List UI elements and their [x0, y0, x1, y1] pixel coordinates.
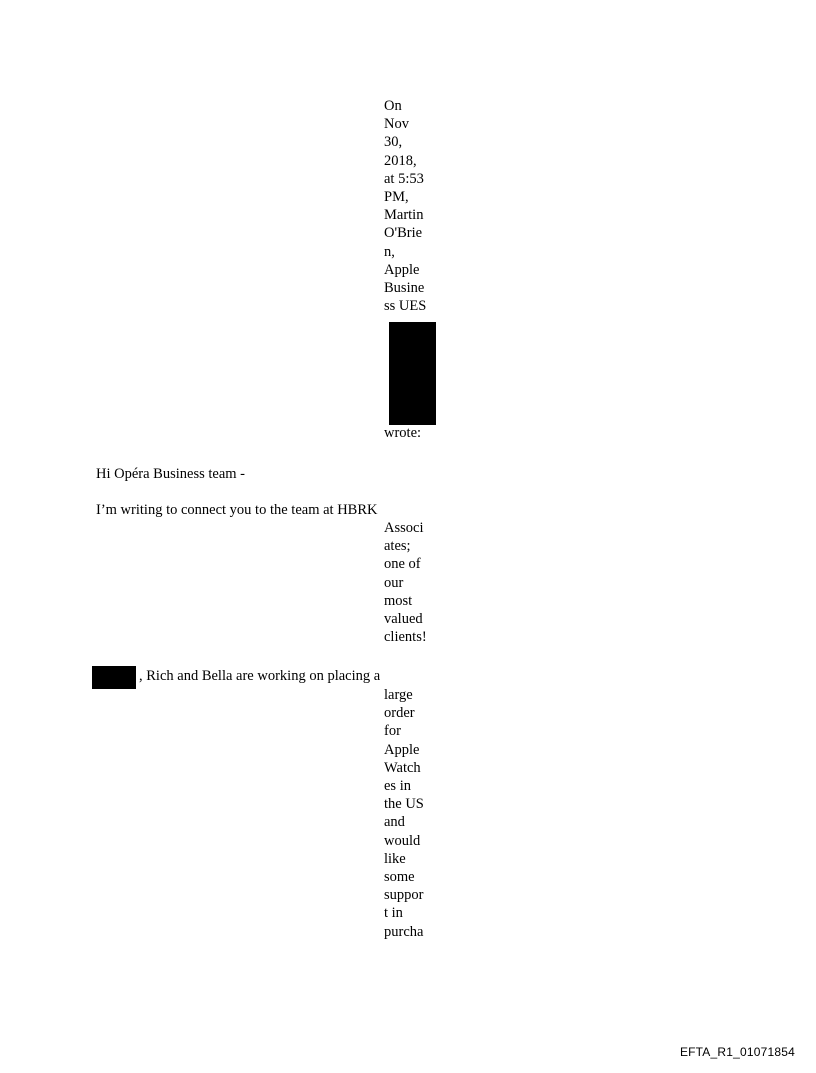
document-id-footer: EFTA_R1_01071854 — [679, 1045, 795, 1059]
name-redaction-block — [92, 666, 136, 689]
second-paragraph-line: , Rich and Bella are working on placing a — [139, 668, 381, 684]
intro-wrap-column: Associ ates; one of our most valued clients! — [384, 520, 427, 646]
second-paragraph-wrap-column: large order for Apple Watch es in the US and would like some suppor t in purcha — [384, 687, 424, 940]
email-header-wrote: wrote: — [384, 425, 422, 441]
redaction-block — [389, 322, 436, 425]
greeting-line: Hi Opéra Business team - — [96, 466, 245, 482]
intro-line: I’m writing to connect you to the team at HBRK — [96, 502, 378, 518]
email-header-column: On Nov 30, 2018, at 5:53 PM, Martin O'Brie n, Apple Busine ss UES — [384, 98, 427, 315]
